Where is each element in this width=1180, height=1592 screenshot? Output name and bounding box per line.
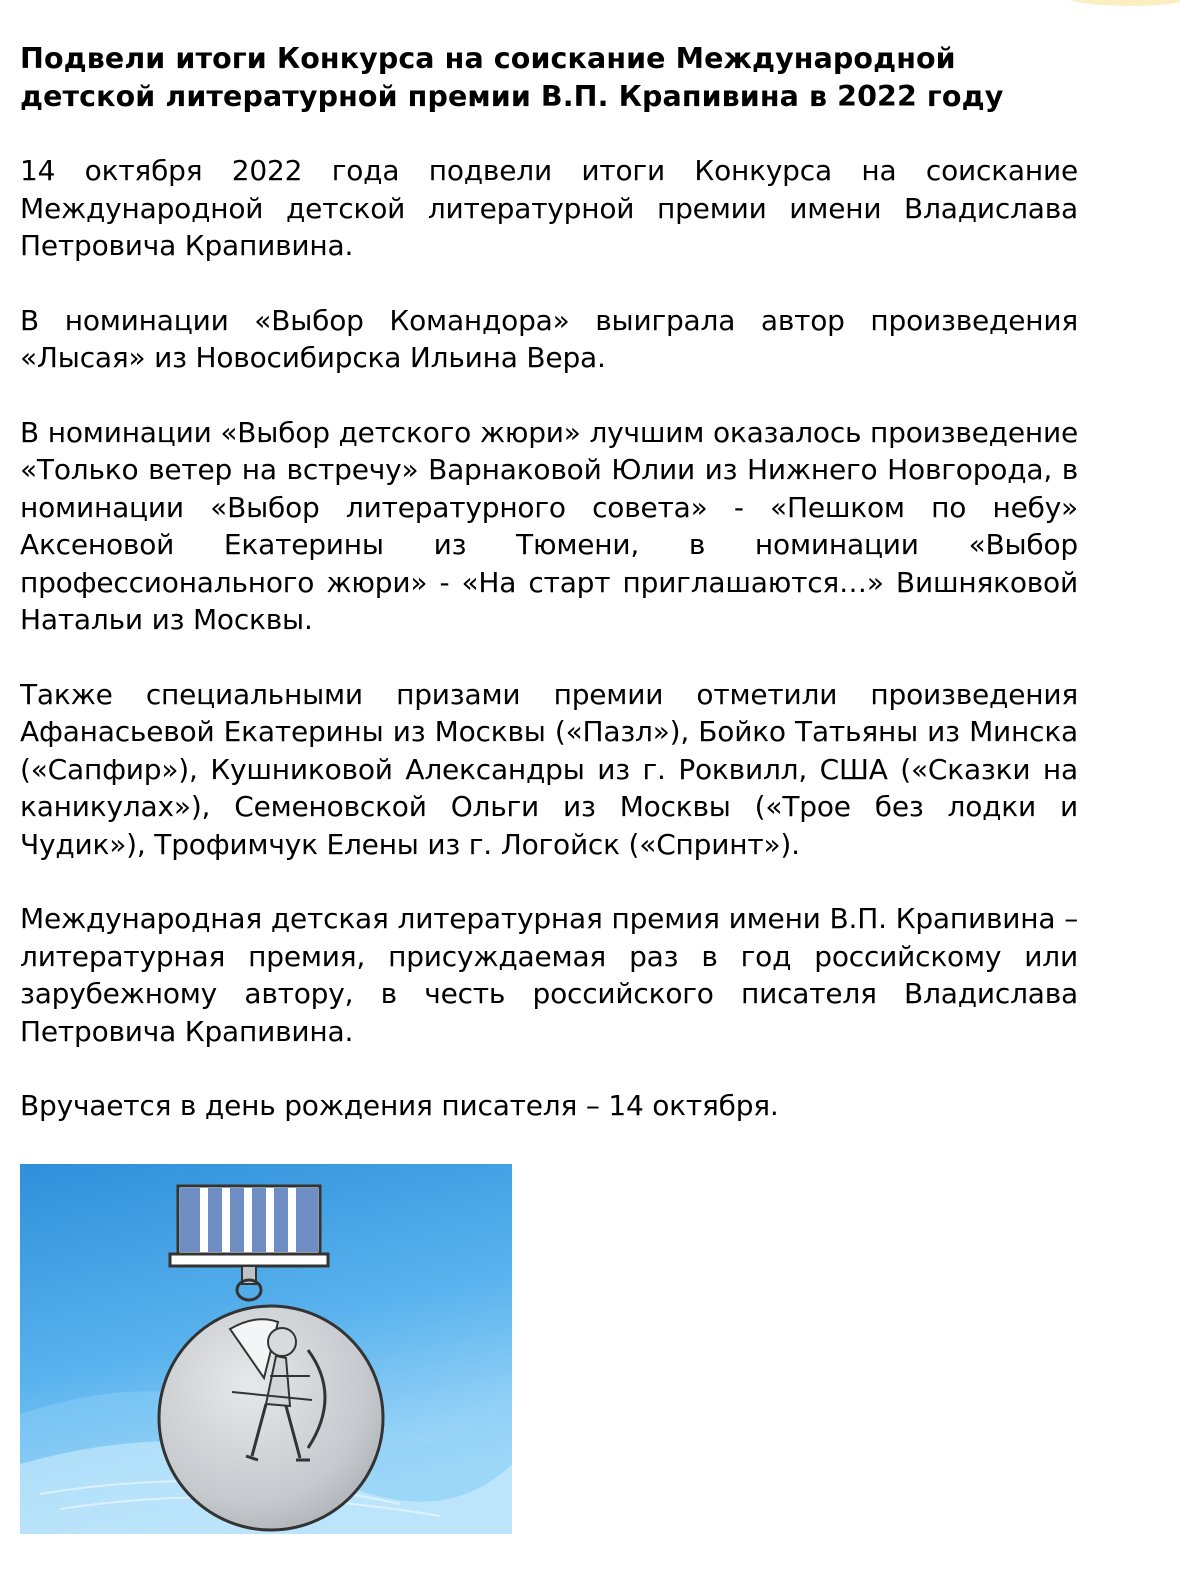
paragraph-award-date: Вручается в день рождения писателя – 14 октября.	[20, 1089, 779, 1122]
paragraph-nominations: В номинации «Выбор детского жюри» лучшим оказалось произведение «Только ветер на встречу» Варнаковой Юлии из Нижнего Новгорода, в номинации «Выбор литературного совета» - «Пешком по небу» Аксеновой Екатерины из Тюмени, в номинации «Выбор профессионального жюри» - «На старт приглашаются…» Вишняковой Натальи из Москвы.	[20, 415, 1078, 636]
paragraph-results-date: 14 октября 2022 года подвели итоги Конкурса на соискание Международной детской литературной премии имени Владислава Петровича Крапивина.	[20, 154, 1078, 262]
news-article	[20, 40, 1078, 1125]
paragraph-commander-choice: В номинации «Выбор Командора» выиграла автор произведения «Лысая» из Новосибирска Ильина Вера.	[20, 303, 1078, 374]
article-title: Подвели итоги Конкурса на соискание Международной детской литературной премии В.П. Крапивина в 2022 году	[20, 42, 1004, 113]
paragraph-special-prizes: Также специальными призами премии отметили произведения Афанасьевой Екатерины из Москвы («Пазл»), Бойко Татьяны из Минска («Сапфир»), Кушниковой Александры из г. Роквилл, США («Сказки на каникулах»), Семеновской Ольги из Москвы («Трое без лодки и Чудик»), Трофимчук Елены из г. Логойск («Спринт»).	[20, 677, 1078, 861]
krapivin-medal-image	[20, 1164, 512, 1534]
medal-ribbon-bar	[170, 1186, 328, 1266]
decorative-corner-blob	[1040, 0, 1180, 14]
medal-disc	[159, 1306, 383, 1530]
paragraph-prize-description: Международная детская литературная премия имени В.П. Крапивина – литературная премия, присуждаемая раз в год российскому или зарубежному автору, в честь российского писателя Владислава Петровича Крапивина.	[20, 902, 1078, 1048]
